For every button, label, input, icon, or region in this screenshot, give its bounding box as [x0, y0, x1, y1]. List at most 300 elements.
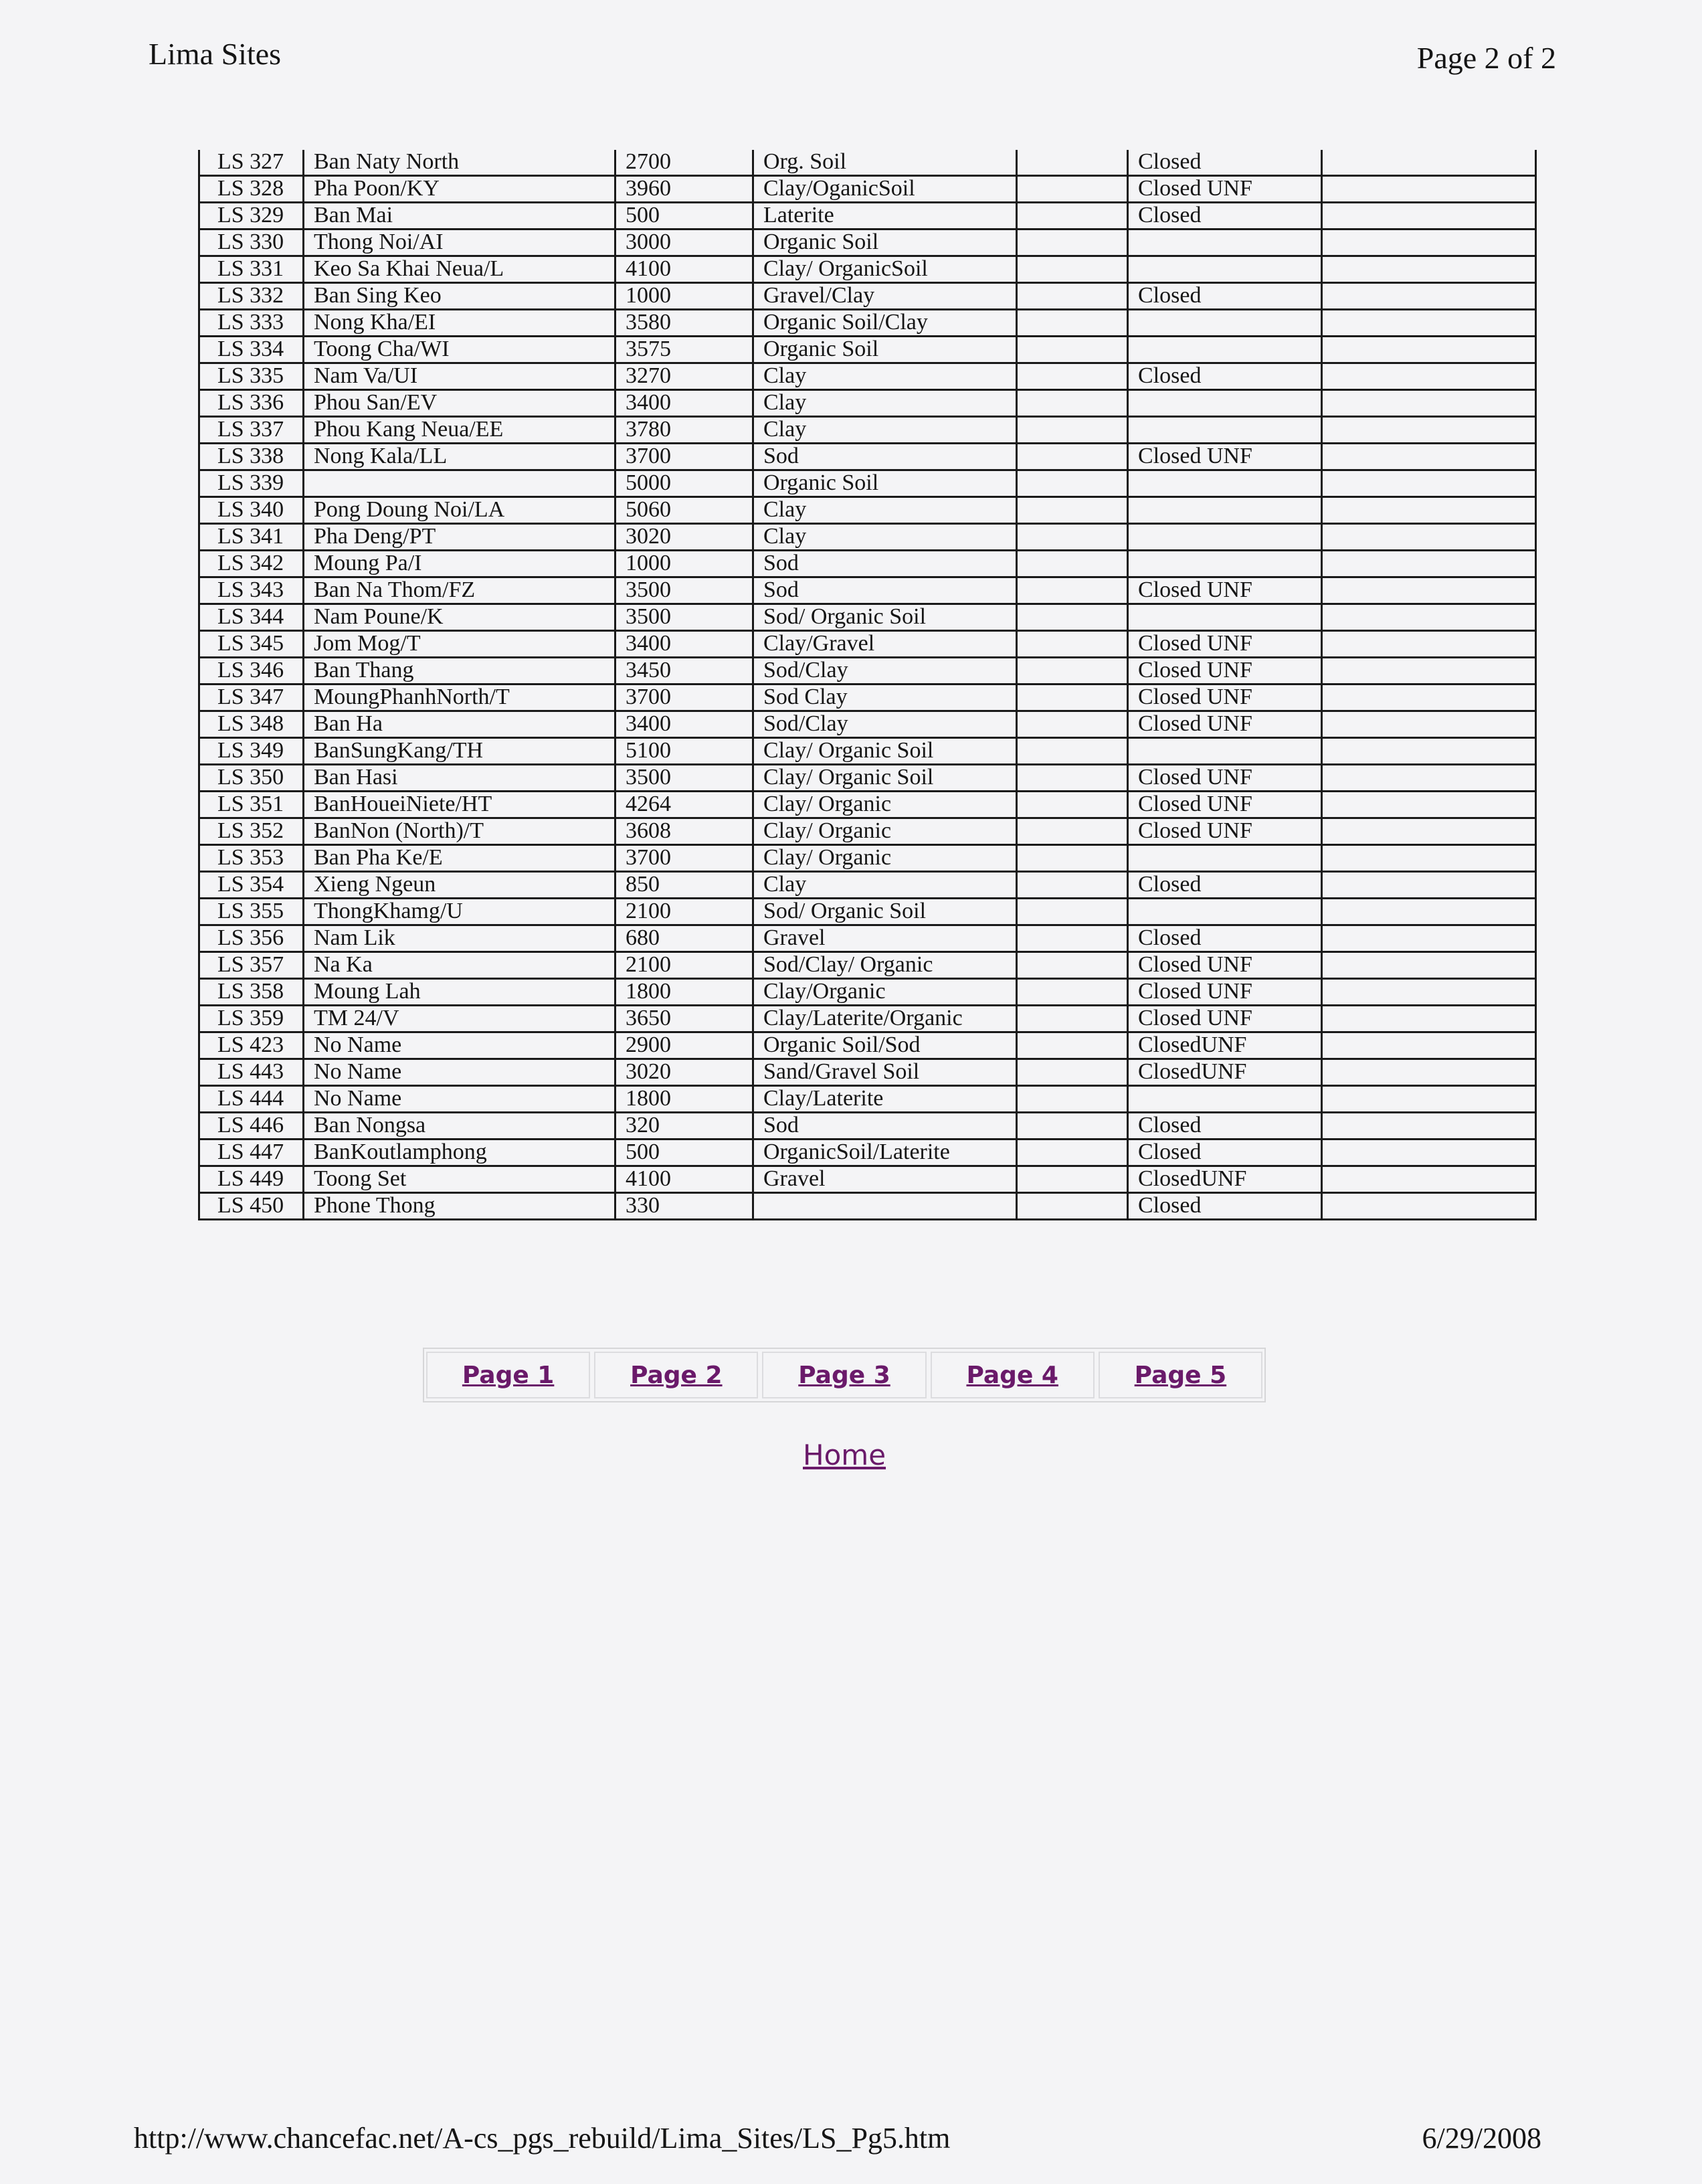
table-row [199, 283, 1536, 310]
site-name-cell: Ban Naty North [304, 150, 616, 176]
status-cell: Closed UNF [1128, 1006, 1322, 1032]
site-id-cell: LS 332 [199, 283, 304, 310]
elevation-cell: 3500 [616, 604, 753, 631]
elevation-cell: 850 [616, 872, 753, 899]
surface-cell: Clay/ Organic [753, 845, 1017, 872]
table-row [199, 952, 1536, 979]
site-name-cell: Pha Deng/PT [304, 524, 616, 551]
site-id-cell: LS 327 [199, 150, 304, 176]
site-name-cell: Moung Lah [304, 979, 616, 1006]
notes-cell [1322, 390, 1536, 417]
blank-cell [1017, 792, 1128, 818]
blank-cell [1017, 845, 1128, 872]
site-id-cell: LS 342 [199, 551, 304, 577]
blank-cell [1017, 283, 1128, 310]
surface-cell: Clay/ Organic [753, 818, 1017, 845]
surface-cell: Org. Soil [753, 150, 1017, 176]
surface-cell: Sod [753, 577, 1017, 604]
site-id-cell: LS 331 [199, 256, 304, 283]
status-cell [1128, 470, 1322, 497]
blank-cell [1017, 551, 1128, 577]
surface-cell: Clay/Gravel [753, 631, 1017, 658]
elevation-cell: 3700 [616, 444, 753, 470]
footer-url: http://www.chancefac.net/A-cs_pgs_rebuild/Lima_Sites/LS_Pg5.htm [134, 2122, 951, 2155]
elevation-cell: 1000 [616, 551, 753, 577]
table-row [199, 256, 1536, 283]
status-cell [1128, 310, 1322, 337]
site-name-cell: Na Ka [304, 952, 616, 979]
status-cell [1128, 417, 1322, 444]
blank-cell [1017, 577, 1128, 604]
elevation-cell: 1800 [616, 979, 753, 1006]
site-name-cell: Moung Pa/I [304, 551, 616, 577]
site-name-cell: Ban Nongsa [304, 1113, 616, 1140]
surface-cell: Sand/Gravel Soil [753, 1059, 1017, 1086]
notes-cell [1322, 604, 1536, 631]
site-name-cell: BanSungKang/TH [304, 738, 616, 765]
blank-cell [1017, 1059, 1128, 1086]
blank-cell [1017, 203, 1128, 230]
notes-cell [1322, 363, 1536, 390]
site-id-cell: LS 350 [199, 765, 304, 792]
blank-cell [1017, 310, 1128, 337]
notes-cell [1322, 685, 1536, 711]
blank-cell [1017, 738, 1128, 765]
notes-cell [1322, 1166, 1536, 1193]
status-cell: Closed UNF [1128, 577, 1322, 604]
elevation-cell: 2700 [616, 150, 753, 176]
page-1-link[interactable]: Page 1 [462, 1361, 555, 1389]
table-row [199, 1032, 1536, 1059]
site-id-cell: LS 349 [199, 738, 304, 765]
notes-cell [1322, 551, 1536, 577]
elevation-cell: 5060 [616, 497, 753, 524]
surface-cell: Clay/ Organic Soil [753, 765, 1017, 792]
site-id-cell: LS 336 [199, 390, 304, 417]
blank-cell [1017, 497, 1128, 524]
table-row [199, 577, 1536, 604]
elevation-cell: 3780 [616, 417, 753, 444]
elevation-cell: 4100 [616, 256, 753, 283]
site-name-cell: Jom Mog/T [304, 631, 616, 658]
status-cell: ClosedUNF [1128, 1032, 1322, 1059]
surface-cell: OrganicSoil/Laterite [753, 1140, 1017, 1166]
surface-cell: Clay/ Organic [753, 792, 1017, 818]
status-cell [1128, 845, 1322, 872]
blank-cell [1017, 979, 1128, 1006]
home-link[interactable]: Home [803, 1439, 886, 1471]
table-row [199, 685, 1536, 711]
site-id-cell: LS 334 [199, 337, 304, 363]
surface-cell: Sod/ Organic Soil [753, 899, 1017, 925]
blank-cell [1017, 685, 1128, 711]
site-id-cell: LS 329 [199, 203, 304, 230]
surface-cell: Sod [753, 551, 1017, 577]
table-row [199, 979, 1536, 1006]
table-row [199, 872, 1536, 899]
notes-cell [1322, 925, 1536, 952]
site-id-cell: LS 447 [199, 1140, 304, 1166]
status-cell: Closed UNF [1128, 792, 1322, 818]
table-row [199, 230, 1536, 256]
elevation-cell: 500 [616, 1140, 753, 1166]
notes-cell [1322, 1193, 1536, 1220]
table-row [199, 444, 1536, 470]
site-id-cell: LS 359 [199, 1006, 304, 1032]
blank-cell [1017, 256, 1128, 283]
status-cell: ClosedUNF [1128, 1166, 1322, 1193]
surface-cell: Organic Soil/Sod [753, 1032, 1017, 1059]
surface-cell: Gravel [753, 925, 1017, 952]
status-cell: Closed [1128, 1140, 1322, 1166]
site-id-cell: LS 449 [199, 1166, 304, 1193]
site-id-cell: LS 356 [199, 925, 304, 952]
table-row [199, 417, 1536, 444]
site-name-cell: Pong Doung Noi/LA [304, 497, 616, 524]
table-row [199, 658, 1536, 685]
notes-cell [1322, 1086, 1536, 1113]
blank-cell [1017, 1113, 1128, 1140]
status-cell: Closed UNF [1128, 658, 1322, 685]
table-row [199, 524, 1536, 551]
home-link-wrap [803, 1439, 886, 1471]
elevation-cell: 3650 [616, 1006, 753, 1032]
site-name-cell: No Name [304, 1086, 616, 1113]
blank-cell [1017, 230, 1128, 256]
blank-cell [1017, 899, 1128, 925]
notes-cell [1322, 658, 1536, 685]
status-cell: ClosedUNF [1128, 1059, 1322, 1086]
sites-table [198, 150, 1537, 1220]
status-cell: Closed UNF [1128, 765, 1322, 792]
site-id-cell: LS 348 [199, 711, 304, 738]
site-name-cell: Ban Pha Ke/E [304, 845, 616, 872]
site-id-cell: LS 333 [199, 310, 304, 337]
notes-cell [1322, 256, 1536, 283]
surface-cell: Gravel [753, 1166, 1017, 1193]
blank-cell [1017, 363, 1128, 390]
site-name-cell: Nam Lik [304, 925, 616, 952]
blank-cell [1017, 150, 1128, 176]
site-id-cell: LS 343 [199, 577, 304, 604]
elevation-cell: 4264 [616, 792, 753, 818]
status-cell: Closed [1128, 1113, 1322, 1140]
site-id-cell: LS 346 [199, 658, 304, 685]
surface-cell: Sod [753, 444, 1017, 470]
table-row [199, 1166, 1536, 1193]
elevation-cell: 2100 [616, 952, 753, 979]
status-cell: Closed UNF [1128, 979, 1322, 1006]
site-name-cell: BanHoueiNiete/HT [304, 792, 616, 818]
table-row [199, 1059, 1536, 1086]
site-name-cell: Ban Sing Keo [304, 283, 616, 310]
table-row [199, 1193, 1536, 1220]
surface-cell: Sod Clay [753, 685, 1017, 711]
page-3-link[interactable]: Page 3 [798, 1361, 890, 1389]
status-cell [1128, 551, 1322, 577]
notes-cell [1322, 845, 1536, 872]
site-id-cell: LS 335 [199, 363, 304, 390]
site-name-cell: Ban Mai [304, 203, 616, 230]
notes-cell [1322, 176, 1536, 203]
table-row [199, 818, 1536, 845]
notes-cell [1322, 577, 1536, 604]
page-number: Page 2 of 2 [1416, 41, 1556, 75]
site-id-cell: LS 355 [199, 899, 304, 925]
blank-cell [1017, 390, 1128, 417]
site-name-cell: Nong Kala/LL [304, 444, 616, 470]
site-name-cell: Nong Kha/EI [304, 310, 616, 337]
table-row [199, 1006, 1536, 1032]
notes-cell [1322, 524, 1536, 551]
surface-cell: Sod/Clay [753, 711, 1017, 738]
site-name-cell: TM 24/V [304, 1006, 616, 1032]
surface-cell: Clay [753, 363, 1017, 390]
table-row [199, 203, 1536, 230]
elevation-cell: 5000 [616, 470, 753, 497]
site-id-cell: LS 354 [199, 872, 304, 899]
blank-cell [1017, 176, 1128, 203]
notes-cell [1322, 899, 1536, 925]
table-row [199, 551, 1536, 577]
blank-cell [1017, 631, 1128, 658]
surface-cell: Organic Soil [753, 337, 1017, 363]
page-3-tab [762, 1352, 926, 1398]
status-cell [1128, 256, 1322, 283]
status-cell: Closed UNF [1128, 818, 1322, 845]
blank-cell [1017, 470, 1128, 497]
surface-cell: Sod [753, 1113, 1017, 1140]
blank-cell [1017, 1166, 1128, 1193]
site-name-cell: Keo Sa Khai Neua/L [304, 256, 616, 283]
blank-cell [1017, 818, 1128, 845]
status-cell [1128, 390, 1322, 417]
elevation-cell: 2100 [616, 899, 753, 925]
status-cell: Closed UNF [1128, 176, 1322, 203]
notes-cell [1322, 765, 1536, 792]
elevation-cell: 1800 [616, 1086, 753, 1113]
page-5-link[interactable]: Page 5 [1134, 1361, 1227, 1389]
elevation-cell: 320 [616, 1113, 753, 1140]
elevation-cell: 3400 [616, 711, 753, 738]
surface-cell: Clay/ OrganicSoil [753, 256, 1017, 283]
table-row [199, 631, 1536, 658]
status-cell [1128, 899, 1322, 925]
site-name-cell: ThongKhamg/U [304, 899, 616, 925]
surface-cell: Clay [753, 390, 1017, 417]
blank-cell [1017, 1140, 1128, 1166]
site-id-cell: LS 338 [199, 444, 304, 470]
site-id-cell: LS 351 [199, 792, 304, 818]
notes-cell [1322, 952, 1536, 979]
site-id-cell: LS 446 [199, 1113, 304, 1140]
notes-cell [1322, 283, 1536, 310]
status-cell: Closed [1128, 150, 1322, 176]
surface-cell: Clay/OganicSoil [753, 176, 1017, 203]
status-cell: Closed UNF [1128, 952, 1322, 979]
status-cell [1128, 604, 1322, 631]
notes-cell [1322, 497, 1536, 524]
site-name-cell: MoungPhanhNorth/T [304, 685, 616, 711]
site-name-cell: Toong Set [304, 1166, 616, 1193]
page-1-tab [426, 1352, 590, 1398]
status-cell: Closed [1128, 1193, 1322, 1220]
table-row [199, 150, 1536, 176]
page-5-tab [1099, 1352, 1262, 1398]
elevation-cell: 4100 [616, 1166, 753, 1193]
surface-cell: Sod/ Organic Soil [753, 604, 1017, 631]
site-id-cell: LS 337 [199, 417, 304, 444]
site-id-cell: LS 352 [199, 818, 304, 845]
site-name-cell: Toong Cha/WI [304, 337, 616, 363]
notes-cell [1322, 792, 1536, 818]
table-row [199, 1113, 1536, 1140]
site-id-cell: LS 330 [199, 230, 304, 256]
surface-cell: Clay [753, 417, 1017, 444]
site-name-cell: No Name [304, 1059, 616, 1086]
elevation-cell: 3270 [616, 363, 753, 390]
page-2-link[interactable]: Page 2 [630, 1361, 723, 1389]
status-cell [1128, 738, 1322, 765]
site-name-cell: BanKoutlamphong [304, 1140, 616, 1166]
site-name-cell: Ban Ha [304, 711, 616, 738]
elevation-cell: 3500 [616, 765, 753, 792]
site-id-cell: LS 347 [199, 685, 304, 711]
site-id-cell: LS 341 [199, 524, 304, 551]
status-cell [1128, 230, 1322, 256]
page-title: Lima Sites [149, 37, 282, 71]
site-id-cell: LS 339 [199, 470, 304, 497]
table-row [199, 1140, 1536, 1166]
surface-cell: Organic Soil [753, 470, 1017, 497]
elevation-cell: 3580 [616, 310, 753, 337]
blank-cell [1017, 604, 1128, 631]
site-id-cell: LS 443 [199, 1059, 304, 1086]
site-name-cell: Phou Kang Neua/EE [304, 417, 616, 444]
elevation-cell: 500 [616, 203, 753, 230]
blank-cell [1017, 925, 1128, 952]
page-4-tab [931, 1352, 1095, 1398]
site-name-cell: No Name [304, 1032, 616, 1059]
site-id-cell: LS 328 [199, 176, 304, 203]
notes-cell [1322, 711, 1536, 738]
table-row [199, 925, 1536, 952]
surface-cell: Gravel/Clay [753, 283, 1017, 310]
surface-cell [753, 1193, 1017, 1220]
elevation-cell: 2900 [616, 1032, 753, 1059]
notes-cell [1322, 979, 1536, 1006]
surface-cell: Organic Soil [753, 230, 1017, 256]
table-row [199, 738, 1536, 765]
table-row [199, 497, 1536, 524]
surface-cell: Clay/Organic [753, 979, 1017, 1006]
surface-cell: Sod/Clay/ Organic [753, 952, 1017, 979]
notes-cell [1322, 310, 1536, 337]
notes-cell [1322, 230, 1536, 256]
blank-cell [1017, 1006, 1128, 1032]
table-row [199, 899, 1536, 925]
status-cell: Closed [1128, 925, 1322, 952]
page-4-link[interactable]: Page 4 [966, 1361, 1058, 1389]
surface-cell: Clay [753, 497, 1017, 524]
status-cell: Closed UNF [1128, 685, 1322, 711]
site-id-cell: LS 357 [199, 952, 304, 979]
blank-cell [1017, 524, 1128, 551]
site-id-cell: LS 423 [199, 1032, 304, 1059]
site-name-cell: Thong Noi/AI [304, 230, 616, 256]
site-name-cell [304, 470, 616, 497]
table-row [199, 470, 1536, 497]
status-cell: Closed [1128, 872, 1322, 899]
elevation-cell: 3020 [616, 1059, 753, 1086]
table-row [199, 1086, 1536, 1113]
blank-cell [1017, 952, 1128, 979]
elevation-cell: 3700 [616, 845, 753, 872]
site-id-cell: LS 344 [199, 604, 304, 631]
notes-cell [1322, 337, 1536, 363]
blank-cell [1017, 658, 1128, 685]
notes-cell [1322, 631, 1536, 658]
notes-cell [1322, 444, 1536, 470]
site-name-cell: Ban Hasi [304, 765, 616, 792]
site-name-cell: Pha Poon/KY [304, 176, 616, 203]
elevation-cell: 680 [616, 925, 753, 952]
table-row [199, 792, 1536, 818]
blank-cell [1017, 417, 1128, 444]
site-id-cell: LS 358 [199, 979, 304, 1006]
site-id-cell: LS 450 [199, 1193, 304, 1220]
surface-cell: Laterite [753, 203, 1017, 230]
blank-cell [1017, 711, 1128, 738]
surface-cell: Clay/Laterite [753, 1086, 1017, 1113]
status-cell: Closed [1128, 283, 1322, 310]
elevation-cell: 3500 [616, 577, 753, 604]
site-id-cell: LS 353 [199, 845, 304, 872]
status-cell [1128, 337, 1322, 363]
elevation-cell: 3575 [616, 337, 753, 363]
elevation-cell: 3608 [616, 818, 753, 845]
status-cell: Closed UNF [1128, 711, 1322, 738]
table-row [199, 711, 1536, 738]
notes-cell [1322, 417, 1536, 444]
surface-cell: Clay/ Organic Soil [753, 738, 1017, 765]
elevation-cell: 3020 [616, 524, 753, 551]
site-name-cell: Phou San/EV [304, 390, 616, 417]
table-row [199, 363, 1536, 390]
notes-cell [1322, 1140, 1536, 1166]
notes-cell [1322, 203, 1536, 230]
site-name-cell: Nam Va/UI [304, 363, 616, 390]
table-row [199, 765, 1536, 792]
surface-cell: Sod/Clay [753, 658, 1017, 685]
footer-date: 6/29/2008 [1422, 2122, 1541, 2155]
status-cell: Closed UNF [1128, 444, 1322, 470]
notes-cell [1322, 738, 1536, 765]
table-row [199, 310, 1536, 337]
status-cell [1128, 524, 1322, 551]
site-id-cell: LS 340 [199, 497, 304, 524]
blank-cell [1017, 337, 1128, 363]
site-id-cell: LS 345 [199, 631, 304, 658]
site-name-cell: Phone Thong [304, 1193, 616, 1220]
blank-cell [1017, 1193, 1128, 1220]
blank-cell [1017, 1032, 1128, 1059]
table-row [199, 337, 1536, 363]
blank-cell [1017, 872, 1128, 899]
page-navigation [423, 1348, 1266, 1402]
elevation-cell: 3000 [616, 230, 753, 256]
status-cell: Closed UNF [1128, 631, 1322, 658]
